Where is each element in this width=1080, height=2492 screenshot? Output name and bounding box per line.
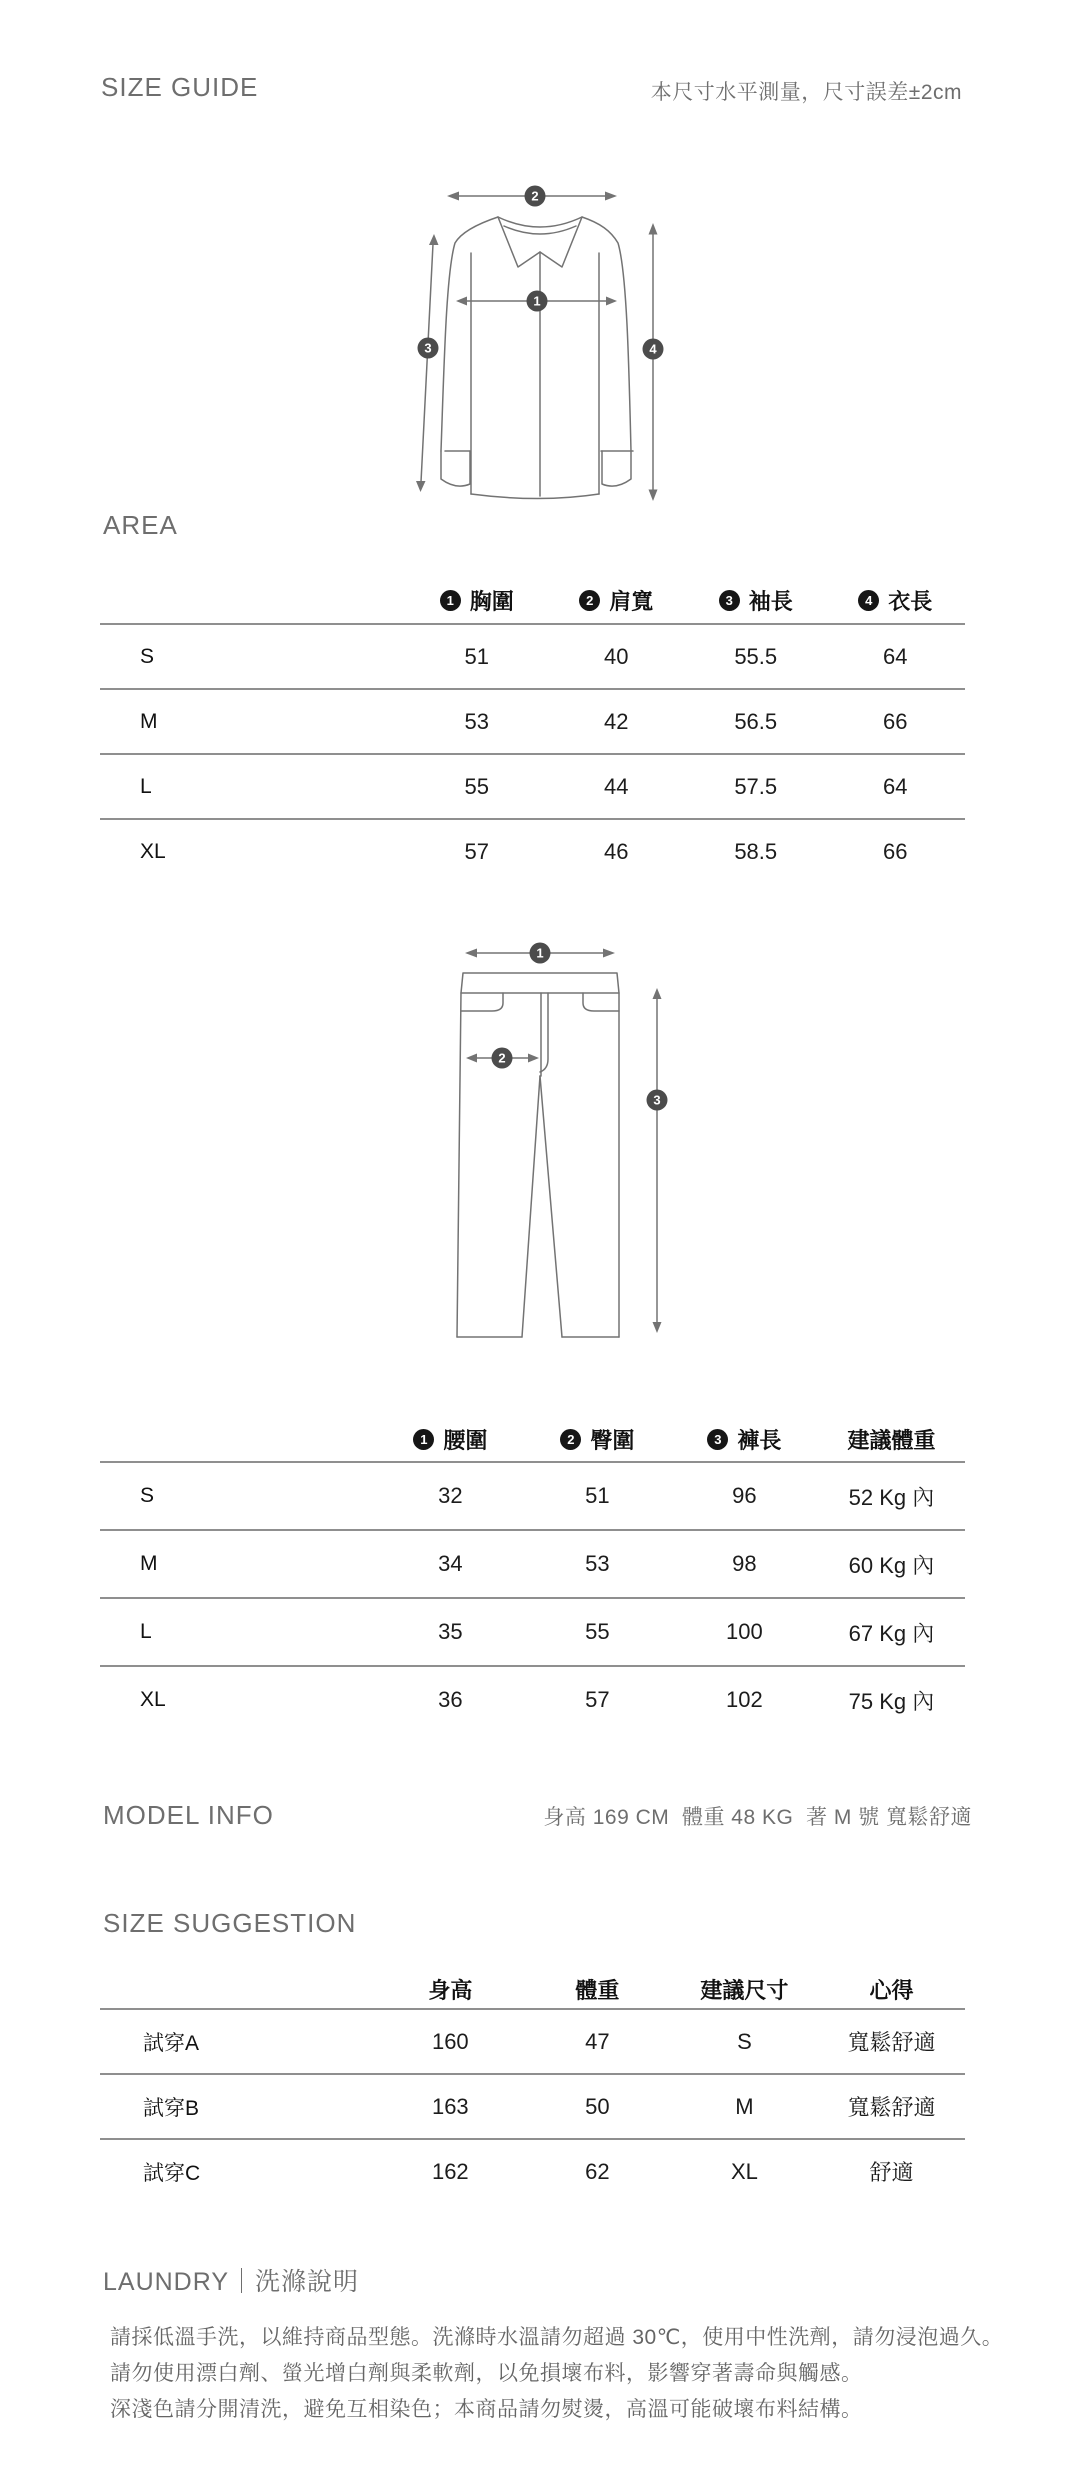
svg-text:3: 3	[653, 1092, 661, 1108]
svg-text:2: 2	[498, 1050, 506, 1066]
table-row: XL 57 46 58.5 66	[100, 818, 965, 883]
pants-marker-3	[647, 1090, 668, 1111]
model-info-label: MODEL INFO	[103, 1800, 274, 1830]
measurement-note: 本尺寸水平測量，尺寸誤差±2cm	[650, 81, 962, 104]
table-row: 試穿A 160 47 S 寬鬆舒適	[100, 2008, 965, 2073]
column-header-suggested-size: 建議尺寸	[700, 1977, 789, 2003]
column-header-weight: 體重	[575, 1977, 620, 2003]
column-header-length: 4 衣長	[825, 585, 964, 616]
svg-text:1: 1	[536, 945, 544, 961]
model-info-description: 身高 169 CM 體重 48 KG 著 M 號 寬鬆舒適	[543, 1806, 972, 1829]
svg-text:1: 1	[533, 293, 541, 309]
table-header-row	[100, 578, 965, 623]
badge-3-icon: 3	[719, 590, 740, 611]
size-suggestion-label: SIZE SUGGESTION	[103, 1908, 357, 1938]
column-header-hip: 2 臀圍	[524, 1424, 671, 1455]
badge-2-icon: 2	[560, 1429, 581, 1450]
badge-1-icon: 1	[413, 1429, 434, 1450]
column-header-waist: 1 腰圍	[377, 1424, 524, 1455]
shirt-size-table	[100, 578, 965, 883]
laundry-line: 請勿使用漂白劑、螢光增白劑與柔軟劑，以免損壞布料，影響穿著壽命與觸感。	[110, 2362, 863, 2385]
svg-text:4: 4	[649, 341, 657, 357]
badge-4-icon: 4	[858, 590, 879, 611]
column-header-pant-length: 3 褲長	[671, 1424, 818, 1455]
table-row: L 55 44 57.5 64	[100, 753, 965, 818]
pants-marker-1	[530, 943, 551, 964]
shirt-marker-3	[418, 338, 439, 359]
column-header-weight: 建議體重	[847, 1428, 936, 1453]
pants-marker-2	[492, 1048, 513, 1069]
table-row: M 53 42 56.5 66	[100, 688, 965, 753]
model-info-section	[103, 1800, 972, 1831]
svg-text:2: 2	[531, 188, 539, 204]
column-header-shoulder: 2 肩寬	[547, 585, 686, 616]
area-section-label: AREA	[103, 510, 178, 540]
table-row: XL 36 57 102 75 Kg 內	[100, 1665, 965, 1733]
pants-size-table	[100, 1418, 965, 1733]
badge-3-icon: 3	[707, 1429, 728, 1450]
table-row: S 32 51 96 52 Kg 內	[100, 1461, 965, 1529]
laundry-line: 請採低溫手洗，以維持商品型態。洗滌時水溫請勿超過 30℃，使用中性洗劑，請勿浸泡過久。	[110, 2326, 1004, 2349]
column-header-feedback: 心得	[869, 1977, 914, 2003]
pants-diagram	[440, 933, 680, 1345]
table-row: M 34 53 98 60 Kg 內	[100, 1529, 965, 1597]
table-row: 試穿B 163 50 M 寬鬆舒適	[100, 2073, 965, 2138]
table-row: 試穿C 162 62 XL 舒適	[100, 2138, 965, 2203]
size-suggestion-table	[100, 1970, 965, 2203]
badge-1-icon: 1	[440, 590, 461, 611]
shirt-diagram	[400, 178, 680, 523]
table-header-row	[100, 1418, 965, 1461]
laundry-line: 深淺色請分開清洗，避免互相染色；本商品請勿熨燙，高溫可能破壞布料結構。	[110, 2398, 863, 2421]
table-header-row	[100, 1970, 965, 2008]
laundry-instructions	[110, 2320, 1003, 2428]
badge-2-icon: 2	[579, 590, 600, 611]
page-title: SIZE GUIDE	[101, 72, 259, 102]
shirt-marker-2	[525, 186, 546, 207]
table-row: L 35 55 100 67 Kg 內	[100, 1597, 965, 1665]
shirt-marker-4	[643, 339, 664, 360]
column-header-sleeve: 3 袖長	[686, 585, 825, 616]
svg-text:3: 3	[424, 340, 432, 356]
laundry-section-label: LAUNDRY｜洗滌說明	[103, 2268, 360, 2296]
shirt-marker-1	[527, 291, 548, 312]
table-row: S 51 40 55.5 64	[100, 623, 965, 688]
column-header-height: 身高	[428, 1977, 473, 2003]
column-header-chest: 1 胸圍	[407, 585, 546, 616]
